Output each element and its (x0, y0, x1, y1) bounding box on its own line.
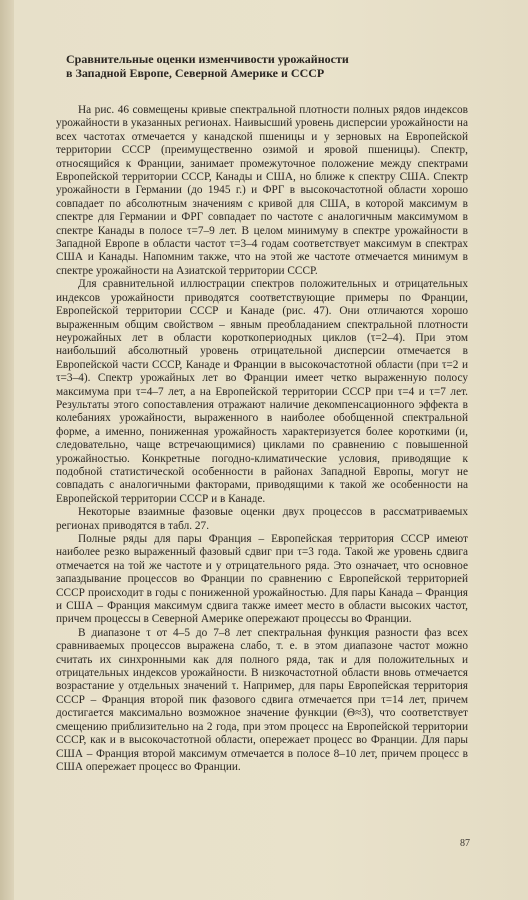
page-content (56, 52, 468, 774)
paragraph-1: На рис. 46 совмещены кривые спектральной плотности полных рядов индексов урожайности в указанных регионах. Наивысший уровень дисперсии урожайности на всех частотах отмечается у канадской пшеницы и у зерновых на Европейской территории СССР (преимущественно озимой и яровой пшеницы). Спектр, относящийся к Франции, занимает промежуточное положение между спектрами Европейской территории СССР, Канады и США, но ближе к спектру США. Спектр урожайности в Германии (до 1945 г.) и ФРГ в высокочастотной области хорошо совпадает по абсолютным значениям с кривой для США, в которой максимум в спектре для Германии и ФРГ совпадает по частоте с аналогичным максимумом в спектре Канады в полосе τ=7–9 лет. В целом минимуму в спектре урожайности в Западной Европе в области частот τ=3–4 годам соответствует максимум в спектрах США и Канады. Напомним также, что на этой же частоте отмечается минимум в спектре урожайности на Азиатской территории СССР. (56, 104, 468, 277)
page-number: 87 (460, 838, 470, 849)
paragraph-4: Полные ряды для пары Франция – Европейская территория СССР имеют наиболее резко выраженный фазовый сдвиг при τ=3 года. Такой же уровень сдвига отмечается на той же частоте и у отрицательного ряда. Это означает, что основное запаздывание процессов во Франции по сравнению с Европейской территорией СССР происходит в годы с пониженной урожайностью. Для пары Канада – Франция и США – Франция максимум сдвига также имеет место в области высоких частот, причем процессы в Северной Америке опережают процессы во Франции. (56, 533, 468, 626)
section-heading-line-1: Сравнительные оценки изменчивости урожайности (66, 52, 349, 66)
section-heading (66, 52, 468, 80)
paragraph-2: Для сравнительной иллюстрации спектров положительных и отрицательных индексов урожайности приводятся соответствующие примеры по Франции, Европейской территории СССР и Канаде (рис. 47). Они отличаются хорошо выраженным общим свойством – явным преобладанием спектральной плотности неурожайных лет в области короткопериодных циклов (τ=2–4). При этом наибольший абсолютный уровень отрицательной дисперсии отмечается в Европейской части СССР, Канаде и Франции в высокочастотной области (при τ=2 и τ=3–4). Спектр урожайных лет во Франции имеет четко выраженную полосу максимума при τ=4–7 лет, а на Европейской территории СССР при τ=4 и τ=7 лет. Результаты этого сопоставления отражают наличие декомпенсационного эффекта в колебаниях урожайности, выраженного в наиболее обобщенной спектральной форме, а именно, пониженная урожайность характеризуется более короткими (и, следовательно, чаще встречающимися) циклами по сравнению с повышенной урожайностью. Конкретные погодно-климатические условия, приводящие к подобной статистической особенности в районах Западной Европы, могут не совпадать с аналогичными факторами, приводящими к такой же особенности на Европейской территории СССР и в Канаде. (56, 278, 468, 505)
paragraph-3: Некоторые взаимные фазовые оценки двух процессов в рассматриваемых регионах приводятся в табл. 27. (56, 506, 468, 532)
paragraph-5: В диапазоне τ от 4–5 до 7–8 лет спектральная функция разности фаз всех сравниваемых процессов выражена слабо, т. е. в этом диапазоне частот можно считать их синхронными как для полного ряда, так и для положительных и отрицательных индексов урожайности. В низкочастотной области вновь отмечается возрастание у отдельных значений τ. Например, для пары Европейская территория СССР – Франция второй пик фазового сдвига отмечается при τ=14 лет, причем достигается максимально возможное значение функции (Θ≈3), что соответствует смещению приблизительно на 2 года, при этом процесс на Европейской территории СССР, как и в высокочастотной области, опережает процесс во Франции. Для пары США – Франция второй максимум отмечается в полосе 8–10 лет, причем процесс в США опережает процесс во Франции. (56, 626, 468, 773)
book-gutter (0, 0, 14, 900)
section-heading-line-2: в Западной Европе, Северной Америке и СССР (66, 66, 325, 80)
